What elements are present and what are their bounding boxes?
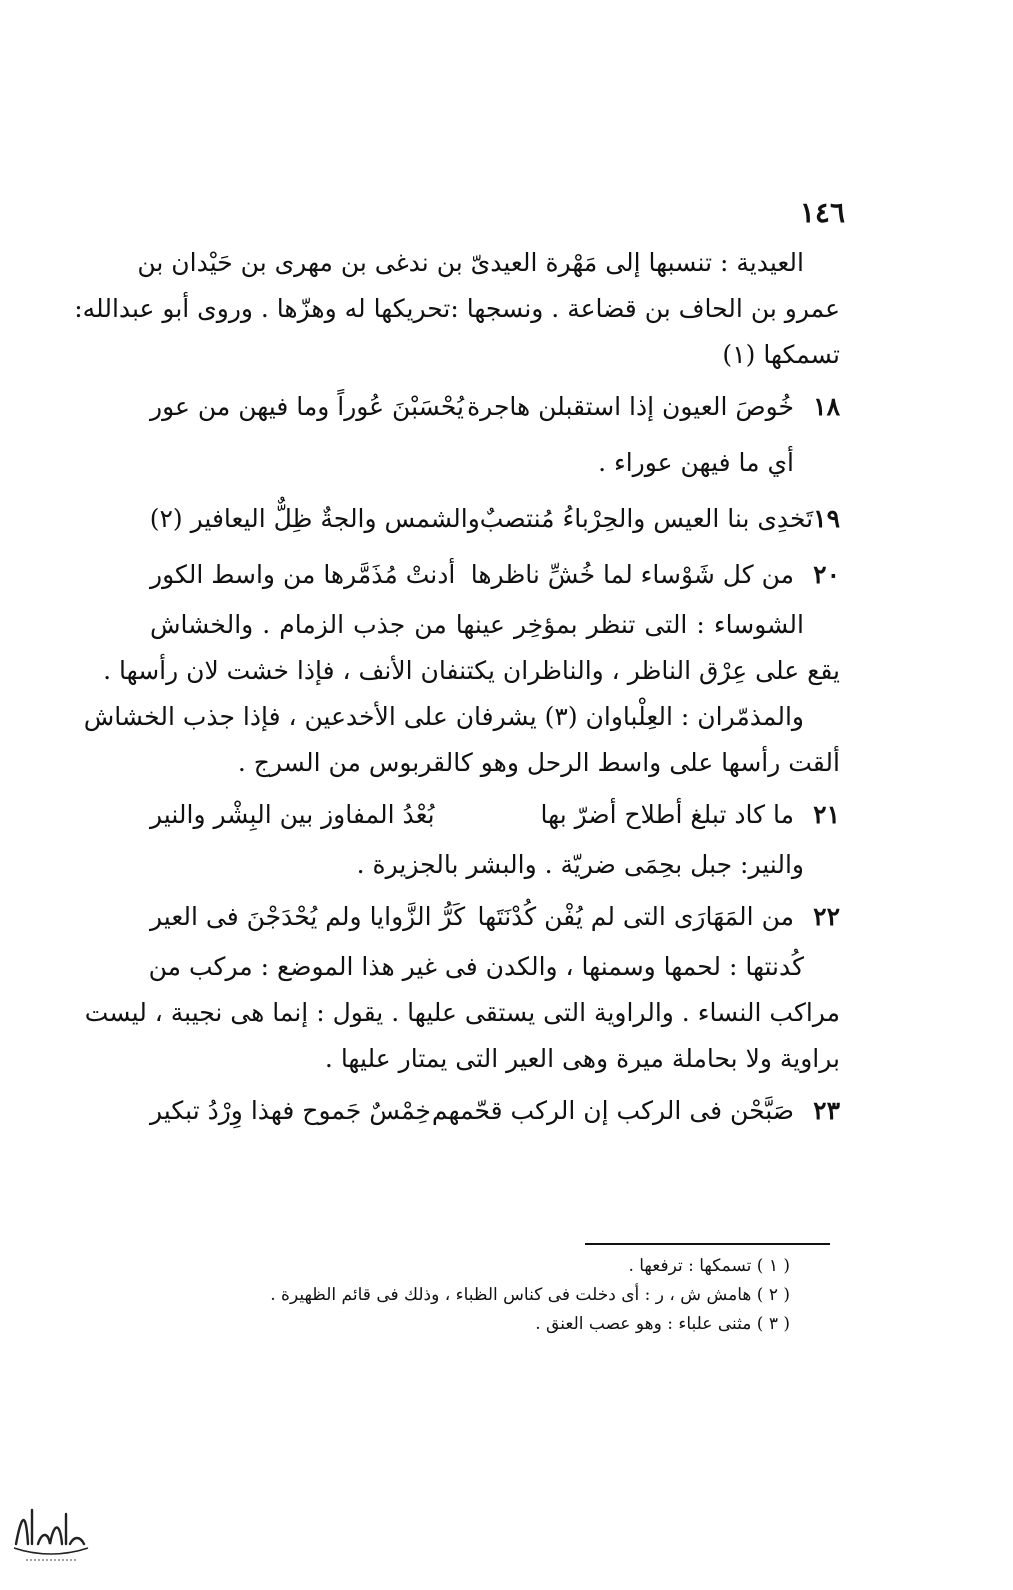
- paragraph-4: [150, 842, 840, 888]
- verse-number: ٢٠: [813, 559, 840, 589]
- text-line: مراكب النساء . والراوية التى يستقى عليها . يقول : إنما هى نجيبة ، ليست: [84, 998, 840, 1027]
- verse-line: [150, 546, 840, 602]
- verse-line: [150, 378, 840, 434]
- verses-block-a: [150, 378, 840, 602]
- verse-first-hemistich: أي ما فيهن عوراء .: [598, 447, 794, 477]
- text-line: تسمكها (١): [722, 340, 840, 369]
- text-line: براوية ولا بحاملة ميرة وهى العير التى يمتار عليها .: [324, 1044, 840, 1073]
- footnote: ( ٢ ) هامش ش ، ر : أى دخلت فى كناس الظباء ، وذلك فى قائم الظهيرة .: [270, 1285, 790, 1305]
- text-line: الشوساء : التى تنظر بمؤخِر عينها من جذب الزمام . والخشاش: [150, 610, 804, 639]
- verse-number: ٢٣: [813, 1095, 840, 1125]
- main-text: [74, 240, 840, 1138]
- library-stamp-logo: [8, 1492, 92, 1570]
- verse-line: [150, 490, 840, 546]
- paragraph-5: [84, 944, 840, 1082]
- verse-first-hemistich: من كل شَوْساء لما خُشِّ ناظرها: [470, 559, 794, 589]
- text-line: العيدية : تنسبها إلى مَهْرة العيدىّ بن ندغى بن مهرى بن حَيْدان بن: [137, 248, 804, 277]
- paragraph-2: [103, 602, 840, 694]
- verse-second-hemistich: والشمس والجةٌ ظِلٌّ اليعافير (٢): [149, 503, 480, 533]
- footnotes: [250, 1252, 790, 1339]
- footnote: ( ١ ) تسمكها : ترفعها .: [628, 1256, 790, 1276]
- verse-second-hemistich: خِمْسٌ جَموح فهذا وِرْدُ تبكير: [150, 1095, 431, 1125]
- verse-line: [150, 888, 840, 944]
- footnote-separator: [585, 1243, 830, 1245]
- verse-number: ٢١: [813, 799, 840, 829]
- verse-line: [150, 1082, 840, 1138]
- verse-first-hemistich: خُوصَ العيون إذا استقبلن هاجرة: [467, 391, 794, 421]
- verse-second-hemistich: يُحْسَبْنَ عُوراً وما فيهن من عور: [150, 391, 465, 421]
- verse-number: ٢٢: [813, 901, 840, 931]
- text-line: كُدنتها : لحمها وسمنها ، والكدن فى غير هذا الموضع : مركب من: [148, 952, 804, 981]
- paragraph-1: [74, 240, 840, 378]
- verse-second-hemistich: بُعْدُ المفاوز بين البِشْر والنير: [150, 799, 435, 829]
- text-line: والنير: جبل بحِمَى ضريّة . والبشر بالجزيرة .: [356, 850, 804, 879]
- verse-first-hemistich: من المَهَارَى التى لم يُفْن كُدْنَتَها: [477, 901, 794, 931]
- text-line: ألقت رأسها على واسط الرحل وهو كالقربوس من السرج .: [237, 748, 840, 777]
- verse-first-hemistich: ما كاد تبلغ أطلاح أضرّ بها: [540, 799, 794, 829]
- text-line: عمرو بن الحاف بن قضاعة . ونسجها :تحريكها له وهزّها . وروى أبو عبدالله:: [74, 294, 840, 323]
- verse-line: [150, 786, 840, 842]
- verse-number: ١٩: [813, 503, 840, 533]
- verse-number: ١٨: [813, 391, 840, 421]
- footnote: ( ٣ ) مثنى علباء : وهو عصب العنق .: [535, 1314, 790, 1334]
- verse-second-hemistich: كَرُّ الزَّوايا ولم يُحْدَجْنَ فى العير: [150, 901, 466, 931]
- verse-line: [150, 434, 840, 490]
- paragraph-3: [83, 694, 840, 786]
- page-number: ١٤٦: [799, 196, 845, 229]
- text-line: والمذمّران : العِلْباوان (٣) يشرفان على الأخدعين ، فإذا جذب الخشاش: [83, 702, 804, 731]
- text-line: يقع على عِرْق الناظر ، والناظران يكتنفان الأنف ، فإذا خشت لان رأسها .: [103, 656, 840, 685]
- verse-first-hemistich: صَبَّحْن فى الركب إن الركب قحّمهم: [431, 1095, 794, 1125]
- verse-first-hemistich: تَخدِى بنا العيس والحِرْباءُ مُنتصبٌ: [479, 503, 814, 533]
- verse-second-hemistich: أدنتْ مُذَمَّرها من واسط الكور: [150, 559, 456, 589]
